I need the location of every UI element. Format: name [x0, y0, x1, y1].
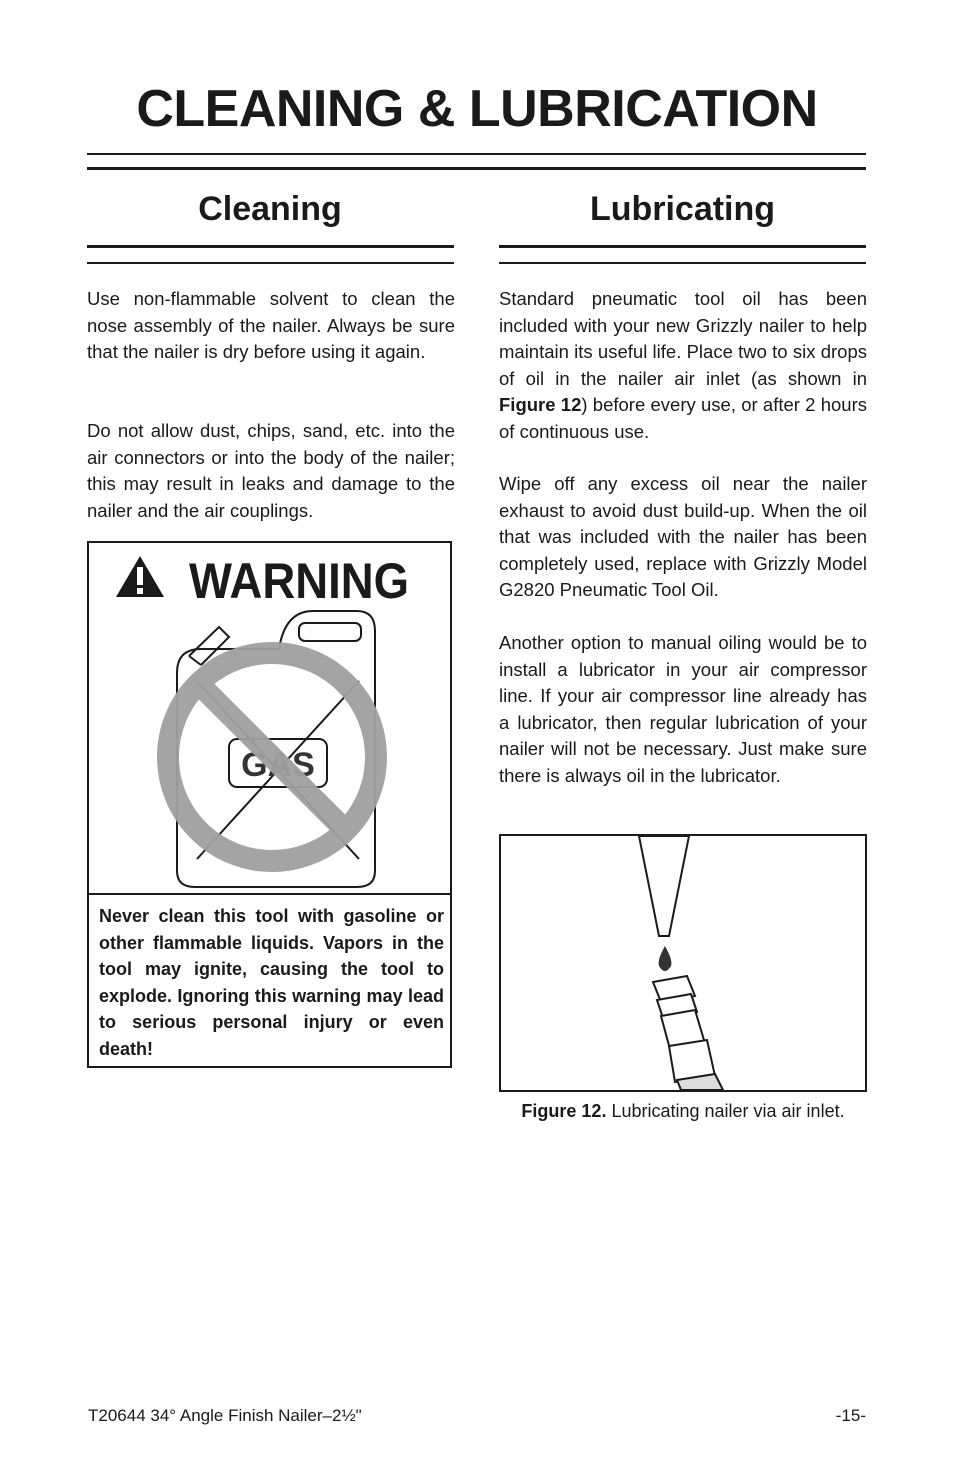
cleaning-paragraph-1: Use non-flammable solvent to clean the nose assembly of the nailer. Always be sure that the nailer is dry before using it again.: [87, 288, 455, 362]
figure-reference: Figure 12: [499, 394, 582, 415]
lubricating-paragraph-3: Another option to manual oiling would be to install a lubricator in your air compressor line. If your air compressor line already has a lubricator, then regular lubrication of your nailer will not be necessary. Just make sure there is always oil in the lubricator.: [499, 632, 867, 786]
title-rule-top: [87, 153, 866, 155]
footer-model: T20644 34° Angle Finish Nailer–2½": [88, 1406, 362, 1425]
warning-text: Never clean this tool with gasoline or other flammable liquids. Vapors in the tool may ignite, causing the tool to explode. Ignoring this warning may lead to serious personal injury or even death!: [99, 906, 444, 1059]
figure-12-illustration: [501, 836, 865, 1090]
warning-triangle-icon: [116, 556, 164, 597]
warning-label: WARNING: [189, 553, 409, 609]
figure-12-box: [499, 834, 867, 1092]
gas-label: GAS: [241, 746, 315, 784]
warning-divider: [89, 893, 450, 895]
air-inlet-fitting-icon: [653, 976, 723, 1090]
cleaning-rule-top: [87, 245, 454, 248]
cleaning-rule-bottom: [87, 262, 454, 264]
title-rule-bottom: [87, 167, 866, 170]
cleaning-paragraph-2: Do not allow dust, chips, sand, etc. into the air connectors or into the body of the nailer; this may result in leaks and damage to the nailer and the air couplings.: [87, 420, 455, 521]
oil-drop-icon: [659, 946, 672, 971]
figure-12-caption: [499, 1098, 867, 1124]
lubricating-paragraph-1: [499, 286, 867, 445]
prohibition-icon: [168, 653, 376, 861]
lubricating-rule-top: [499, 245, 866, 248]
lubricating-heading: Lubricating: [589, 190, 776, 228]
oil-nozzle-icon: [639, 836, 689, 936]
footer-page-number: -15-: [835, 1406, 866, 1425]
lubricating-paragraph-1-start: Standard pneumatic tool oil has been included with your new Grizzly nailer to help maintain its useful life. Place two to six drops of oil in the nailer air inlet (as shown in: [499, 288, 867, 389]
lubricating-paragraph-1-end: ) before every use, or after 2 hours of continuous use.: [499, 394, 868, 442]
page-title: CLEANING & LUBRICATION: [136, 80, 818, 138]
figure-12-caption-label: Figure 12.: [521, 1101, 607, 1121]
warning-illustration: [89, 543, 450, 894]
lubricating-rule-bottom: [499, 262, 866, 264]
figure-12-caption-text: Lubricating nailer via air inlet.: [606, 1101, 845, 1121]
warning-box: [87, 541, 452, 1068]
cleaning-heading: Cleaning: [198, 190, 342, 228]
lubricating-paragraph-2: Wipe off any excess oil near the nailer exhaust to avoid dust build-up. When the oil that was included with the nailer has been completely used, replace with Grizzly Model G2820 Pneumatic Tool Oil.: [499, 473, 867, 600]
